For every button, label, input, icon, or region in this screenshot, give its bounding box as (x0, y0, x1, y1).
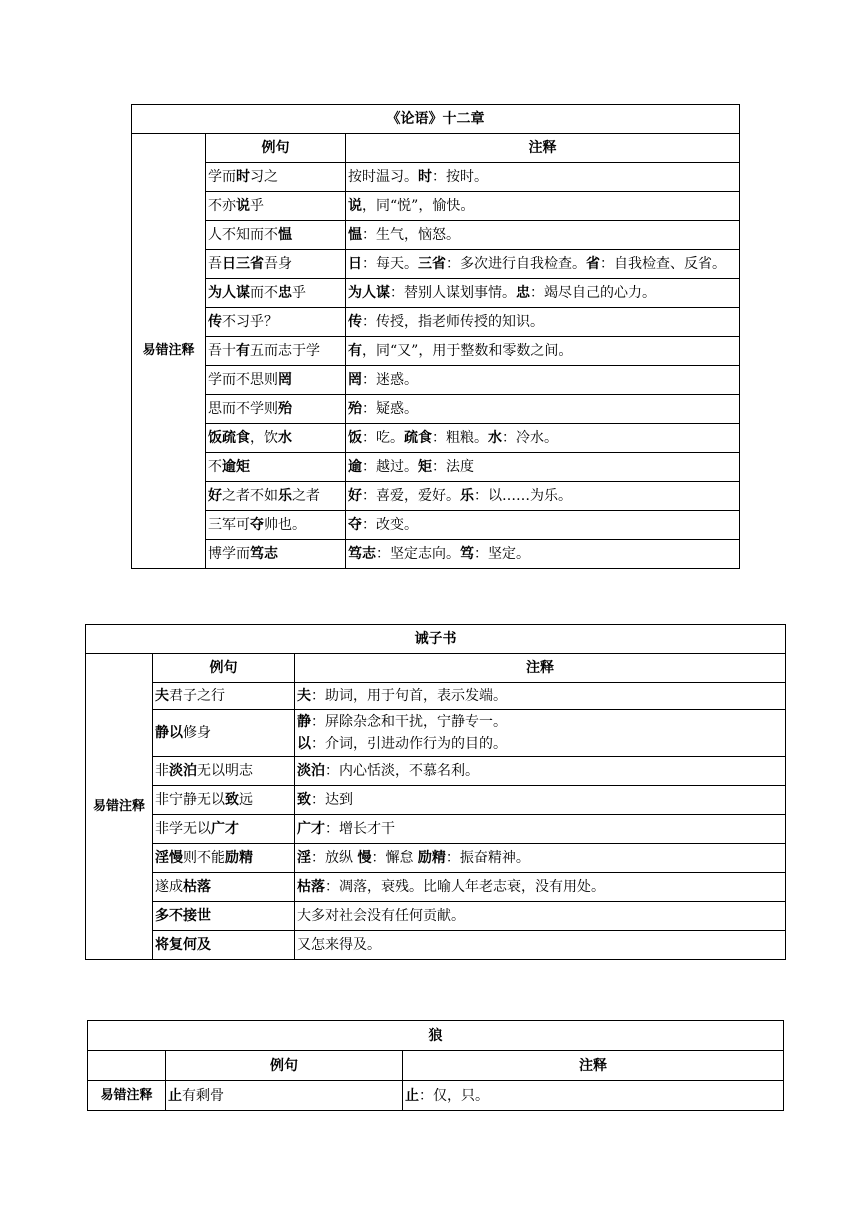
empty-cell (88, 1051, 166, 1081)
example-cell (153, 757, 295, 786)
text-segment: 不习乎？ (222, 314, 278, 330)
key-term: 慢 (357, 850, 372, 866)
example-cell (206, 511, 346, 540)
table-row (132, 453, 740, 482)
key-term: 枯落 (183, 879, 211, 895)
key-term: 矩 (418, 459, 432, 475)
note-cell (295, 710, 786, 757)
key-term: 日 (348, 256, 362, 272)
text-segment: ：传授，指老师传授的知识。 (362, 314, 544, 330)
key-term: 励精 (225, 850, 253, 866)
text-segment: 不 (208, 459, 222, 475)
table-row (132, 424, 740, 453)
side-label: 易错注释 (132, 134, 206, 569)
key-term: 夺 (348, 517, 362, 533)
example-cell (153, 902, 295, 931)
table-title: 诫子书 (86, 625, 786, 654)
text-segment: ：多次进行自我检查。 (446, 256, 586, 272)
text-segment: ：内心恬淡，不慕名利。 (325, 763, 479, 779)
column-header-example: 例句 (153, 654, 295, 683)
key-term: 传 (208, 314, 222, 330)
key-term: 夺 (250, 517, 264, 533)
side-label: 易错注释 (86, 654, 153, 960)
text-segment: ：助词，用于句首，表示发端。 (311, 688, 507, 704)
table-row (86, 786, 786, 815)
note-cell (346, 337, 740, 366)
table-row (86, 931, 786, 960)
text-segment: 吾 (208, 256, 222, 272)
text-segment: ：振奋精神。 (445, 850, 530, 866)
text-segment: 之者 (292, 488, 320, 504)
text-segment: ：竭尽自己的心力。 (530, 285, 656, 301)
table-row (86, 710, 786, 757)
key-term: 忠 (516, 285, 530, 301)
note-cell (346, 540, 740, 569)
note-cell (346, 279, 740, 308)
example-cell (206, 192, 346, 221)
text-segment: ：仅，只。 (419, 1087, 489, 1104)
key-term: 以 (297, 736, 311, 752)
text-segment: 乎 (292, 285, 306, 301)
text-segment: 思而不学则 (208, 401, 278, 417)
example-cell (153, 786, 295, 815)
key-term: 愠 (278, 227, 292, 243)
text-segment: ：每天。 (362, 256, 418, 272)
key-term: 止 (405, 1087, 419, 1104)
example-cell (153, 873, 295, 902)
key-term: 枯落 (297, 879, 325, 895)
table-row (132, 250, 740, 279)
text-segment: 不亦 (208, 198, 236, 214)
text-segment: 帅也。 (264, 517, 306, 533)
text-segment: 博学而 (208, 546, 250, 562)
key-term: 笃志 (348, 546, 376, 562)
text-segment: ：凋落，衰残。比喻人年老志衰，没有用处。 (325, 879, 605, 895)
note-cell (295, 902, 786, 931)
note-cell (346, 192, 740, 221)
text-segment: 学而不思则 (208, 372, 278, 388)
key-term: 为人谋 (348, 285, 390, 301)
table-row (132, 366, 740, 395)
table-row (132, 308, 740, 337)
example-cell (206, 424, 346, 453)
text-segment: ，饮 (250, 430, 278, 446)
key-term: 致 (225, 792, 239, 808)
text-segment: 修身 (183, 725, 211, 741)
key-term: 水 (488, 430, 502, 446)
side-label: 易错注释 (88, 1081, 166, 1111)
key-term: 逾矩 (222, 459, 250, 475)
key-term: 传 (348, 314, 362, 330)
table-lunyu (131, 104, 740, 569)
text-segment: ：达到 (311, 792, 353, 808)
table-row (88, 1081, 784, 1111)
note-cell (295, 815, 786, 844)
text-segment: ：懈怠 (371, 850, 418, 866)
text-segment: 按时温习。 (348, 169, 418, 185)
column-header-note: 注释 (295, 654, 786, 683)
key-term: 静以 (155, 725, 183, 741)
column-header-note: 注释 (346, 134, 740, 163)
key-term: 逾 (348, 459, 362, 475)
example-cell (206, 163, 346, 192)
text-segment: ：按时。 (432, 169, 488, 185)
text-segment: 学而 (208, 169, 236, 185)
key-term: 殆 (348, 401, 362, 417)
table-row (86, 902, 786, 931)
key-term: 说 (236, 198, 250, 214)
key-term: 致 (297, 792, 311, 808)
key-term: 饭 (348, 430, 362, 446)
example-cell (206, 279, 346, 308)
text-segment: ：放纵 (311, 850, 358, 866)
key-term: 乐 (278, 488, 292, 504)
key-term: 罔 (278, 372, 292, 388)
example-cell (206, 308, 346, 337)
key-term: 疏食 (404, 430, 432, 446)
text-segment: 非学无以 (155, 821, 211, 837)
note-cell (346, 366, 740, 395)
key-term: 说 (348, 198, 362, 214)
text-segment: ：冷水。 (502, 430, 558, 446)
text-segment: ：增长才干 (325, 821, 395, 837)
example-cell (153, 815, 295, 844)
key-term: 笃志 (250, 546, 278, 562)
example-cell (206, 482, 346, 511)
key-term: 夫 (155, 688, 169, 704)
example-cell (206, 366, 346, 395)
table-row (86, 873, 786, 902)
key-term: 好 (208, 488, 222, 504)
column-header-example: 例句 (166, 1051, 403, 1081)
table-row (132, 337, 740, 366)
text-segment: 非 (155, 763, 169, 779)
key-term: 三省 (418, 256, 446, 272)
text-segment: 又怎来得及。 (297, 937, 381, 953)
text-segment: 吾十 (208, 343, 236, 359)
note-cell (346, 395, 740, 424)
text-segment: 人不知而不 (208, 227, 278, 243)
key-term: 笃 (460, 546, 474, 562)
example-cell (206, 395, 346, 424)
note-cell (295, 873, 786, 902)
text-segment: ：迷惑。 (362, 372, 418, 388)
key-term: 淡泊 (169, 763, 197, 779)
key-term: 乐 (460, 488, 474, 504)
key-term: 好 (348, 488, 362, 504)
key-term: 罔 (348, 372, 362, 388)
key-term: 有 (348, 343, 362, 359)
text-segment: 大多对社会没有任何贡献。 (297, 908, 465, 924)
text-segment: 非宁静无以 (155, 792, 225, 808)
note-cell (346, 453, 740, 482)
note-cell (295, 844, 786, 873)
key-term: 广才 (297, 821, 325, 837)
table-title: 狼 (88, 1021, 784, 1051)
note-cell (295, 931, 786, 960)
note-cell (403, 1081, 784, 1111)
table-row (132, 192, 740, 221)
key-term: 忠 (278, 285, 292, 301)
text-segment: ：自我检查、反省。 (600, 256, 726, 272)
table-row (132, 482, 740, 511)
text-segment: 五而志于学 (250, 343, 320, 359)
key-term: 止 (168, 1087, 182, 1104)
text-segment: ：吃。 (362, 430, 404, 446)
table-row (132, 221, 740, 250)
example-cell (153, 683, 295, 710)
note-cell (346, 424, 740, 453)
text-segment: 三军可 (208, 517, 250, 533)
text-segment: ：屏除杂念和干扰，宁静专一。 (311, 714, 507, 730)
example-cell (206, 540, 346, 569)
table-title: 《论语》十二章 (132, 105, 740, 134)
key-term: 时 (418, 169, 432, 185)
text-segment: ：坚定。 (474, 546, 530, 562)
key-term: 愠 (348, 227, 362, 243)
text-segment: ：生气，恼怒。 (362, 227, 460, 243)
note-cell (346, 308, 740, 337)
key-term: 时 (236, 169, 250, 185)
table-row (132, 395, 740, 424)
key-term: 殆 (278, 401, 292, 417)
text-segment: ：粗粮。 (432, 430, 488, 446)
text-segment: ，同“又”，用于整数和零数之间。 (362, 343, 573, 359)
text-segment: ：坚定志向。 (376, 546, 460, 562)
key-term: 有 (236, 343, 250, 359)
example-cell (206, 453, 346, 482)
table-row (86, 757, 786, 786)
table-jiezishu (85, 624, 786, 960)
key-term: 日三省 (222, 256, 264, 272)
note-cell (346, 250, 740, 279)
table-row (132, 511, 740, 540)
text-segment: ：替别人谋划事情。 (390, 285, 516, 301)
key-term: 饭疏食 (208, 430, 250, 446)
text-segment: ：喜爱，爱好。 (362, 488, 460, 504)
text-segment: ：改变。 (362, 517, 418, 533)
text-segment: 则不能 (183, 850, 225, 866)
text-segment: 遂成 (155, 879, 183, 895)
example-cell (153, 710, 295, 757)
column-header-example: 例句 (206, 134, 346, 163)
text-segment: 有剩骨 (182, 1087, 224, 1104)
note-cell (295, 683, 786, 710)
note-cell (346, 163, 740, 192)
table-row (132, 279, 740, 308)
example-cell (153, 931, 295, 960)
text-segment: 乎 (250, 198, 264, 214)
note-cell (346, 482, 740, 511)
note-cell (346, 511, 740, 540)
text-segment: ：介词，引进动作行为的目的。 (311, 736, 507, 752)
key-term: 广才 (211, 821, 239, 837)
note-cell (295, 786, 786, 815)
example-cell (206, 250, 346, 279)
key-term: 将复何及 (155, 937, 211, 953)
table-lang (87, 1020, 784, 1111)
table-row (132, 540, 740, 569)
text-segment: ：法度 (432, 459, 474, 475)
text-segment: ：以……为乐。 (474, 488, 572, 504)
text-segment: 习之 (250, 169, 278, 185)
key-term: 淡泊 (297, 763, 325, 779)
table-row (132, 163, 740, 192)
text-segment: 吾身 (264, 256, 292, 272)
table-row (86, 844, 786, 873)
column-header-note: 注释 (403, 1051, 784, 1081)
note-cell (346, 221, 740, 250)
text-segment: ，同“悦”，愉快。 (362, 198, 475, 214)
table-row (86, 815, 786, 844)
key-term: 励精 (417, 850, 446, 866)
key-term: 静 (297, 714, 311, 730)
text-segment: 君子之行 (169, 688, 225, 704)
text-segment: 无以明志 (197, 763, 253, 779)
note-cell (295, 757, 786, 786)
key-term: 水 (278, 430, 292, 446)
table-row (86, 683, 786, 710)
key-term: 淫慢 (155, 850, 183, 866)
text-segment: 而不 (250, 285, 278, 301)
text-segment: 远 (239, 792, 253, 808)
key-term: 为人谋 (208, 285, 250, 301)
key-term: 省 (586, 256, 600, 272)
text-segment: 之者不如 (222, 488, 278, 504)
key-term: 多不接世 (155, 908, 211, 924)
example-cell (206, 337, 346, 366)
example-cell (206, 221, 346, 250)
key-term: 淫 (297, 850, 311, 866)
text-segment: ：疑惑。 (362, 401, 418, 417)
text-segment: ：越过。 (362, 459, 418, 475)
key-term: 夫 (297, 688, 311, 704)
example-cell (166, 1081, 403, 1111)
example-cell (153, 844, 295, 873)
